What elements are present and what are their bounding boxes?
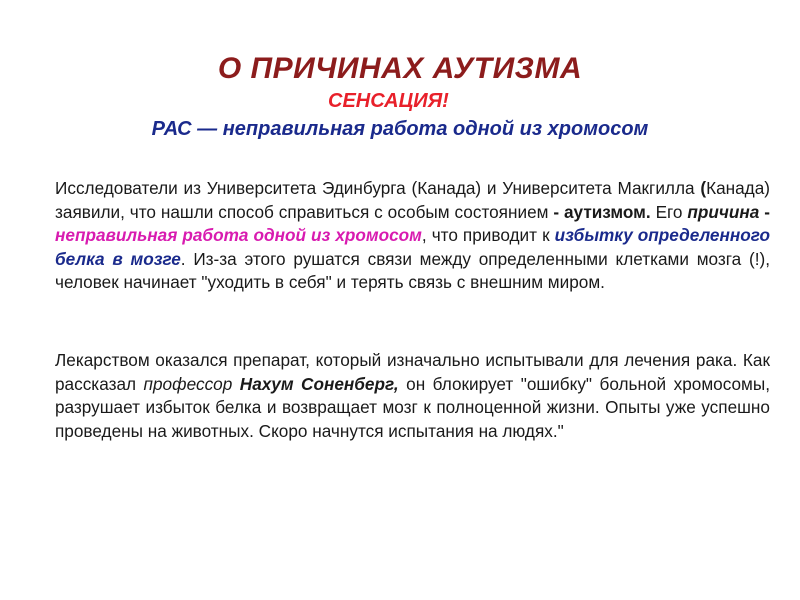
- p1-text: . Из-за этого рушатся связи между определенными клетками мозга (!), человек начинает "уходить в себя" и терять связь с внешним миром.: [55, 248, 770, 293]
- p2-space: [232, 374, 239, 394]
- p2-professor: профессор: [143, 373, 233, 394]
- p1-autism: - аутизмом.: [553, 201, 651, 222]
- p2-text: он блокирует "ошибку" больной хромосомы, разрушает избыток белка и возвращает мозг к полноценной жизни. Опыты уже успешно проведены на животных. Скоро начнутся испытания на людях.": [55, 373, 770, 441]
- paragraph-medicine: [55, 349, 770, 443]
- p1-paren: (: [700, 178, 707, 198]
- slide-title: О ПРИЧИНАХ АУТИЗМА: [217, 52, 583, 85]
- p1-chromosome-highlight: неправильная работа одной из хромосом: [55, 225, 422, 246]
- p1-text: , что приводит к: [421, 225, 555, 246]
- slide-subtitle: РАС — неправильная работа одной из хромосом: [151, 118, 649, 140]
- p1-text: Его: [650, 201, 688, 222]
- p1-protein-highlight: избытку определенного белка в мозге: [55, 225, 770, 269]
- p1-text: Канада) заявили, что нашли способ справиться с особым состоянием: [55, 178, 770, 222]
- p2-name: Нахум Соненберг,: [239, 373, 399, 394]
- p1-text: Исследователи из Университета Эдинбурга (Канада) и Университета Макгилла: [55, 178, 701, 198]
- sensation-heading: СЕНСАЦИЯ!: [328, 90, 449, 112]
- paragraph-research: [55, 177, 770, 295]
- p2-text: Лекарством оказался препарат, который изначально испытывали для лечения рака. Как рассказал: [55, 350, 770, 394]
- p1-dash: -: [759, 201, 771, 222]
- p1-cause: причина: [687, 201, 760, 222]
